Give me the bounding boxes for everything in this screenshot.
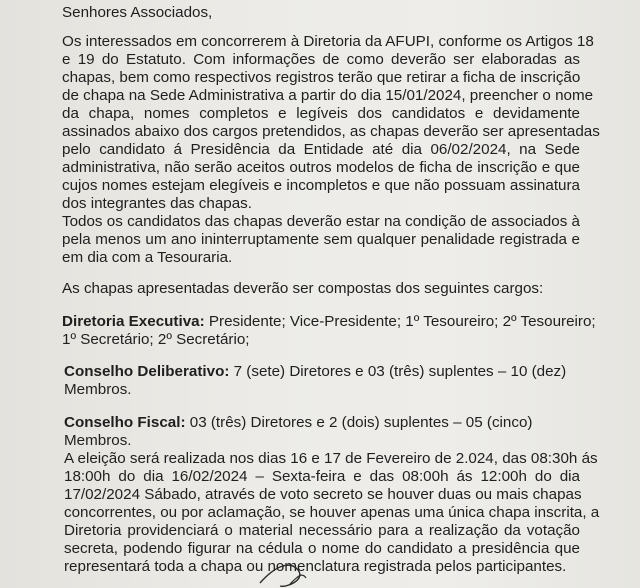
paragraph1-line: pelo candidato á Presidência da Entidade até dia 06/02/2024, na Sede	[62, 141, 580, 158]
paragraph1-line: chapas, bem como respectivos registros terão que retirar a ficha de inscrição	[62, 69, 581, 86]
election-line: Diretoria providenciará o material necessário para a realização da votação	[64, 522, 580, 539]
fiscal-line2: Membros.	[64, 432, 132, 449]
executive-text: Presidente; Vice-Presidente; 1º Tesoureiro; 2º Tesoureiro;	[204, 313, 596, 330]
paragraph1-line: e 19 do Estatuto. Com informações de como deverão ser elaboradas as	[62, 51, 580, 68]
paragraph1-line: de chapa na Sede Administrativa a partir do dia 15/01/2024, preencher o nome	[62, 87, 594, 104]
fiscal-text: 03 (três) Diretores e 2 (dois) suplentes – 05 (cinco)	[185, 414, 533, 431]
election-line: 17/02/2024 Sábado, através de voto secreto se houver duas ou mais chapas	[64, 486, 582, 503]
election-line: secreta, podendo figurar na cédula o nome do candidato a presidência que	[64, 540, 580, 557]
executive-line	[62, 313, 596, 331]
deliberative-heading: Conselho Deliberativo:	[64, 363, 230, 380]
deliberative-line2: Membros.	[64, 381, 132, 398]
fiscal-heading: Conselho Fiscal:	[64, 414, 186, 431]
election-line: 18:00h do dia 16/02/2024 – Sexta-feira e das 08:00h ás 12:00h do dia	[64, 468, 580, 485]
executive-heading: Diretoria Executiva:	[62, 313, 205, 330]
paragraph1-line: dos integrantes das chapas.	[62, 195, 252, 212]
paragraph1-line: da chapa, nomes completos e legíveis dos candidatos e devidamente	[62, 105, 580, 122]
fiscal-line	[64, 414, 532, 432]
paragraph1-line: assinados abaixo dos cargos pretendidos, as chapas deverão ser apresentadas	[62, 123, 600, 140]
election-line: representará toda a chapa ou nomenclatura registrada pelos participantes.	[64, 558, 567, 575]
paragraph2-line: pela menos um ano ininterruptamente sem qualquer penalidade registrada e	[62, 231, 580, 248]
executive-line2: 1º Secretário; 2º Secretário;	[62, 331, 250, 348]
positions-intro: As chapas apresentadas deverão ser compostas dos seguintes cargos:	[62, 280, 544, 297]
election-line: A eleição será realizada nos dias 16 e 17 de Fevereiro de 2.024, das 08:30h ás	[64, 450, 598, 467]
paragraph2-line: em dia com a Tesouraria.	[62, 249, 233, 266]
election-line: concorrentes, ou por aclamação, se houver apenas uma única chapa inscrita, a	[64, 504, 600, 521]
deliberative-line	[64, 363, 566, 381]
paragraph2-line: Todos os candidatos das chapas deverão estar na condição de associados à	[62, 213, 580, 230]
paragraph1-line: administrativa, não serão aceitos outros modelos de ficha de inscrição e que	[62, 159, 580, 176]
deliberative-text: 7 (sete) Diretores e 03 (três) suplentes – 10 (dez)	[229, 363, 567, 380]
salutation: Senhores Associados,	[62, 4, 213, 21]
signature-scribble	[250, 548, 370, 588]
paragraph1-line: Os interessados em concorrerem à Diretoria da AFUPI, conforme os Artigos 18	[62, 33, 594, 50]
paragraph1-line: cujos nomes estejam elegíveis e incompletos e que não possuam assinatura	[62, 177, 580, 194]
